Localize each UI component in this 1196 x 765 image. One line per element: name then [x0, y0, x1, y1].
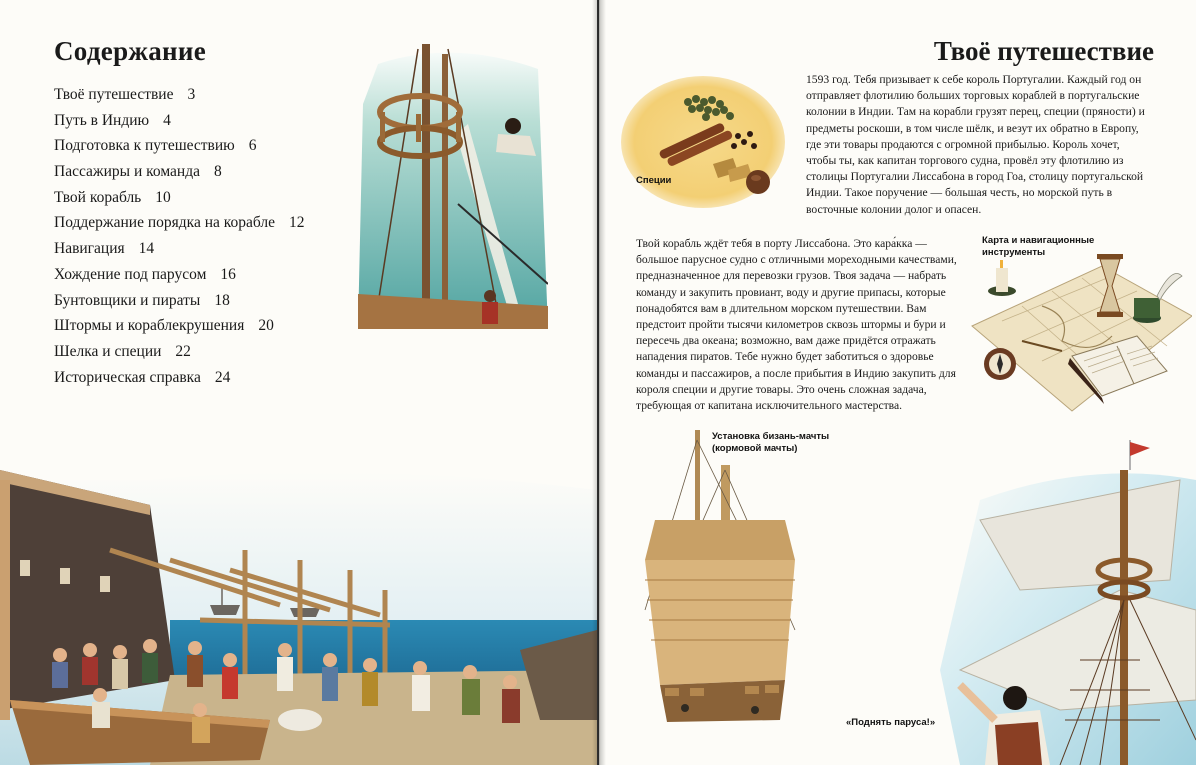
mizzen-mast-illustration: [635, 430, 815, 730]
toc-item[interactable]: Хождение под парусом 16: [54, 265, 236, 283]
map-instruments-illustration: [962, 246, 1192, 416]
sails-illustration: [940, 440, 1196, 765]
toc-item[interactable]: Шелка и специи 22: [54, 342, 191, 360]
toc-item[interactable]: Историческая справка 24: [54, 368, 231, 386]
toc-title: Содержание: [54, 36, 207, 66]
intro-paragraph: 1593 год. Тебя призывает к себе король Португалии. Каждый год он отправляет флотилию больших торговых кораблей в португальские колонии в Индии. Там на корабли грузят перец, специи (пряности) и предметы роскоши, в том числе шёлк, и везут их обратно в Европу, где эти товары продаются с огромной прибылью. Король хочет, чтобы ты, как капитан торгового судна, провёл эту флотилию из столицы Португалии Лиссабона в город Гоа, столицу португальской Индии. Такое поручение — большая честь, но морской путь в восточные колонии долог и опасен.: [806, 73, 1145, 216]
toc-item[interactable]: Штормы и кораблекрушения 20: [54, 317, 274, 335]
toc-item[interactable]: Подготовка к путешествию 6: [54, 137, 257, 155]
caption-mizzen: Установка бизань-мачты (кормовой мачты): [712, 431, 830, 454]
harbor-scene-illustration: [0, 420, 597, 765]
toc-item[interactable]: Навигация 14: [54, 240, 155, 258]
caption-map: Карта и навигационные инструменты: [982, 235, 1095, 258]
spices-illustration: [618, 72, 788, 212]
toc-item[interactable]: Путь в Индию 4: [54, 111, 171, 129]
crows-nest-illustration: [358, 44, 548, 329]
toc-item[interactable]: Твой корабль 10: [54, 188, 171, 206]
toc-item[interactable]: Пассажиры и команда 8: [54, 163, 222, 181]
caption-sails: «Поднять паруса!»: [846, 717, 936, 728]
page-title: Твоё путешествие: [933, 36, 1154, 66]
body-paragraph: Твой корабль ждёт тебя в порту Лиссабона. Это кара́кка — большое парусное судно с отличными мореходными качествами, предназначенное для перевозки грузов. Твоя задача — набрать команду и закупить провиант, воду и другие припасы, которые понадобятся вам в длительном морском путешествии. Вам предстоит пройти тысячи километров сквозь штормы и бури и пересечь два океана; возможно, вам даже придётся отражать нападения пиратов. Тебе нужно будет заботиться о здоровье команды и пассажиров, а после прибытия в Индию закупить для короля специи и другие товары. Это очень сложная задача, требующая от капитана исключительного мастерства.: [636, 237, 957, 413]
caption-spices: Специи: [636, 175, 672, 186]
toc-list: [54, 82, 304, 390]
left-page: [0, 0, 597, 765]
toc-item[interactable]: Твоё путешествие 3: [54, 86, 196, 103]
toc-item[interactable]: Бунтовщики и пираты 18: [54, 291, 230, 309]
book-gutter: [592, 0, 606, 765]
toc-item[interactable]: Поддержание порядка на корабле 12: [54, 214, 305, 232]
